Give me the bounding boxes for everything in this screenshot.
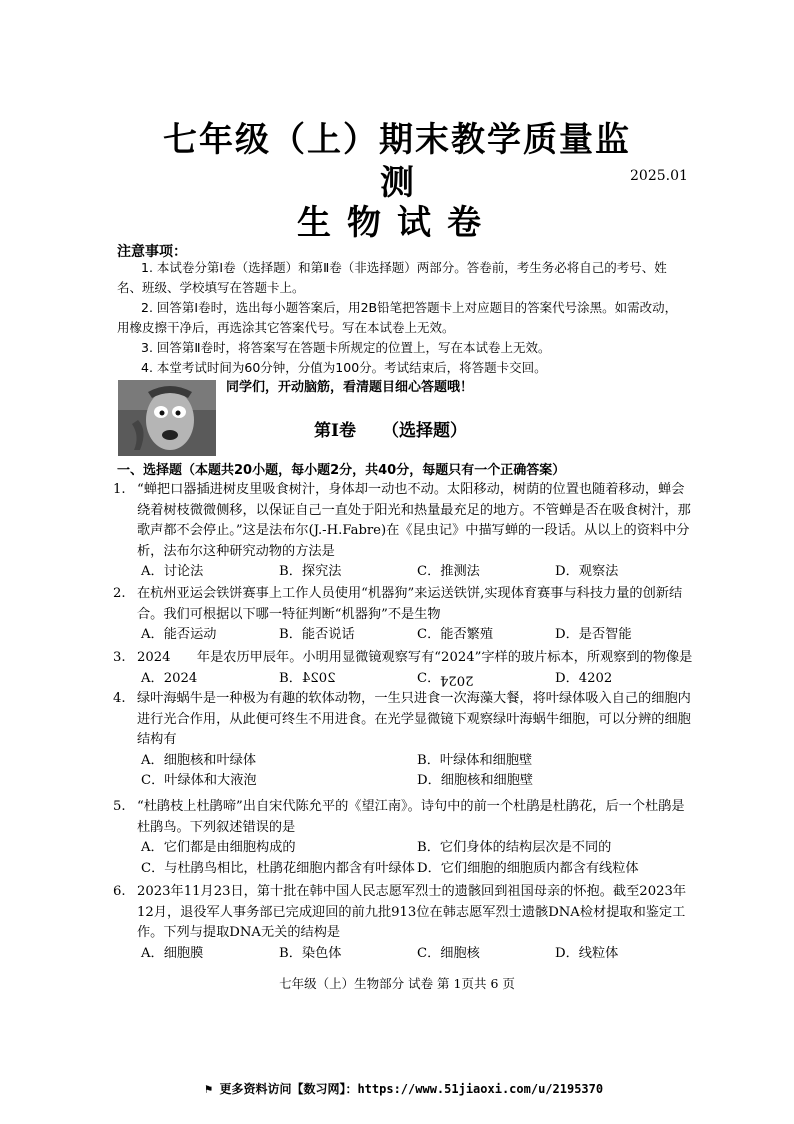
option-c[interactable]: C．推测法	[417, 564, 480, 579]
exam-title: 七年级（上）期末教学质量监	[163, 120, 631, 160]
option-d[interactable]: D．4202	[555, 670, 613, 686]
option-d[interactable]: D．细胞核和细胞壁	[417, 773, 534, 788]
mirrored-2024: 2024	[301, 670, 336, 686]
question-1: 1. “蝉把口器插进树皮里吸食树汁，身体却一动也不动。太阳移动，树荫的位置也随着移动，蝉会绕着树枝微微侧移，以保证自己一直处于阳光和热量最充足的地方。不管蝉是否在吸食树汁，那歌声都不会停止。”这是法布尔(J.-H.Fabre)在《昆虫记》中描写蝉的一段话。从以上的资料中分析，法布尔这种研究动物的方法是 A．讨论法 B．探究法 C．推测法 D．观察法	[113, 480, 693, 583]
notice-list	[117, 258, 687, 378]
cartoon-thinker-image	[118, 380, 216, 456]
exam-title-continued: 测	[380, 163, 414, 203]
question-options	[141, 838, 693, 859]
rotated-2024: 2024	[440, 672, 474, 687]
question-stem: “杜鹃枝上杜鹃啼”出自宋代陈允平的《望江南》。诗句中的前一个杜鹃是杜鹃花，后一个杜鹃是杜鹃鸟。下列叙述错误的是	[137, 799, 685, 835]
question-6: 6. 2023年11月23日，第十批在韩中国人民志愿军烈士的遗骸回到祖国母亲的怀抱。截至2023年12月，退役军人事务部已完成迎回的前九批913位在韩志愿军烈士遗骸DNA检材提取和鉴定工作。下列与提取DNA无关的结构是 A．细胞膜 B．染色体 C．细胞核 D．线粒体	[113, 882, 693, 964]
option-a[interactable]: A．2024	[141, 670, 198, 686]
option-a[interactable]: A．它们都是由细胞构成的	[141, 840, 296, 855]
question-options	[141, 944, 693, 965]
option-c[interactable]: C．叶绿体和大液泡	[141, 773, 257, 788]
option-c[interactable]: C．细胞核	[417, 945, 480, 961]
notice-heading: 注意事项：	[117, 244, 187, 260]
option-a[interactable]: A．能否运动	[141, 627, 217, 642]
option-b[interactable]: B．能否说话	[279, 627, 355, 642]
question-4: 4. 绿叶海蜗牛是一种极为有趣的软体动物，一生只进食一次海藻大餐，将叶绿体吸入自己的细胞内进行光合作用，从此便可终生不用进食。在光学显微镜下观察绿叶海蜗牛细胞，可以分辨的细胞结构有 A．细胞核和叶绿体 B．叶绿体和细胞壁 C．叶绿体和大液泡 D．细胞核和细胞壁	[113, 689, 693, 792]
option-d[interactable]: D．线粒体	[555, 945, 619, 961]
notice-item: 4. 本堂考试时间为60分钟，分值为100分。考试结束后，将答题卡交回。	[141, 360, 547, 375]
question-options	[141, 771, 693, 792]
question-options	[141, 751, 693, 772]
encouragement-text: 同学们，开动脑筋，看清题目细心答题哦！	[226, 380, 474, 395]
question-5: 5. “杜鹃枝上杜鹃啼”出自宋代陈允平的《望江南》。诗句中的前一个杜鹃是杜鹃花，后一个杜鹃是杜鹃鸟。下列叙述错误的是 A．它们都是由细胞构成的 B．它们身体的结构层次是不同的 C．与杜鹃鸟相比，杜鹃花细胞内都含有叶绿体 D．它们细胞的细胞质内都含有线粒体	[113, 797, 693, 879]
question-stem: 在杭州亚运会铁饼赛事上工作人员使用“机器狗”来运送铁饼,实现体育赛事与科技力量的创新结合。我们可根据以下哪一特征判断“机器狗”不是生物	[137, 586, 683, 622]
option-c[interactable]: C．与杜鹃鸟相比，杜鹃花细胞内都含有叶绿体	[141, 860, 415, 876]
question-stem: 2023年11月23日，第十批在韩中国人民志愿军烈士的遗骸回到祖国母亲的怀抱。截至2023年12月，退役军人事务部已完成迎回的前九批913位在韩志愿军烈士遗骸DNA检材提取和鉴定工作。下列与提取DNA无关的结构是	[137, 884, 687, 940]
subject-title: 生物试卷	[297, 203, 497, 243]
question-options	[141, 859, 693, 880]
notice-item: 1. 本试卷分第Ⅰ卷（选择题）和第Ⅱ卷（非选择题）两部分。答卷前，考生务必将自己的考号、姓名、班级、学校填写在答题卡上。	[117, 260, 667, 295]
question-options	[141, 562, 693, 583]
option-c[interactable]: C．2024	[417, 670, 474, 687]
option-b[interactable]: B．叶绿体和细胞壁	[417, 752, 533, 768]
notice-item: 3. 回答第Ⅱ卷时，将答案写在答题卡所规定的位置上，写在本试卷上无效。	[141, 340, 551, 355]
option-d[interactable]: D．观察法	[555, 564, 619, 579]
option-a[interactable]: A．细胞核和叶绿体	[141, 752, 257, 768]
page-footer: 七年级（上）生物部分 试卷 第 1页共 6 页	[279, 976, 515, 991]
option-b[interactable]: B．它们身体的结构层次是不同的	[417, 840, 612, 855]
option-a[interactable]: A．细胞膜	[141, 945, 204, 961]
notice-item: 2. 回答第Ⅰ卷时，选出每小题答案后，用2B铅笔把答题卡上对应题目的答案代号涂黑。如需改动，用橡皮擦干净后，再选涂其它答案代号。写在本试卷上无效。	[117, 300, 678, 335]
option-b[interactable]: B．2024	[279, 669, 417, 690]
question-2: 2. 在杭州亚运会铁饼赛事上工作人员使用“机器狗”来运送铁饼,实现体育赛事与科技力量的创新结合。我们可根据以下哪一特征判断“机器狗”不是生物 A．能否运动 B．能否说话 C．能否繁殖 D．是否智能	[113, 584, 693, 646]
option-a[interactable]: A．讨论法	[141, 564, 204, 579]
exam-date: 2025.01	[630, 168, 688, 184]
option-d[interactable]: D．它们细胞的细胞质内都含有线粒体	[417, 860, 639, 876]
question-3: 3. 2024 年是农历甲辰年。小明用显微镜观察写有“2024”字样的玻片标本，所观察到的物像是 A．2024 B．2024 C．2024 D．4202	[113, 650, 693, 687]
question-stem: 绿叶海蜗牛是一种极为有趣的软体动物，一生只进食一次海藻大餐，将叶绿体吸入自己的细胞内进行光合作用，从此便可终生不用进食。在光学显微镜下观察绿叶海蜗牛细胞，可以分辨的细胞结构有	[137, 691, 691, 747]
part-heading: 一、选择题（本题共20小题，每小题2分，共40分，每题只有一个正确答案）	[117, 463, 566, 478]
section-title: 第Ⅰ卷 （选择题）	[314, 421, 467, 441]
option-d[interactable]: D．是否智能	[555, 627, 632, 642]
question-stem: “蝉把口器插进树皮里吸食树汁，身体却一动也不动。太阳移动，树荫的位置也随着移动，蝉会绕着树枝微微侧移，以保证自己一直处于阳光和热量最充足的地方。不管蝉是否在吸食树汁，那歌声都不会停止。”这是法布尔(J.-H.Fabre)在《昆虫记》中描写蝉的一段话。从以上的资料中分析，法布尔这种研究动物的方法是	[137, 482, 691, 559]
question-options	[141, 669, 693, 690]
option-b[interactable]: B．染色体	[279, 945, 342, 961]
option-b[interactable]: B．探究法	[279, 564, 342, 579]
question-stem: 2024 年是农历甲辰年。小明用显微镜观察写有“2024”字样的玻片标本，所观察到的物像是	[137, 650, 693, 665]
option-c[interactable]: C．能否繁殖	[417, 627, 494, 642]
flag-icon: ⚑	[205, 1082, 220, 1096]
question-options	[141, 625, 693, 646]
resource-link[interactable]: ⚑ 更多资料访问【数习网】：https://www.51jiaoxi.com/u/2195370	[205, 1082, 604, 1096]
